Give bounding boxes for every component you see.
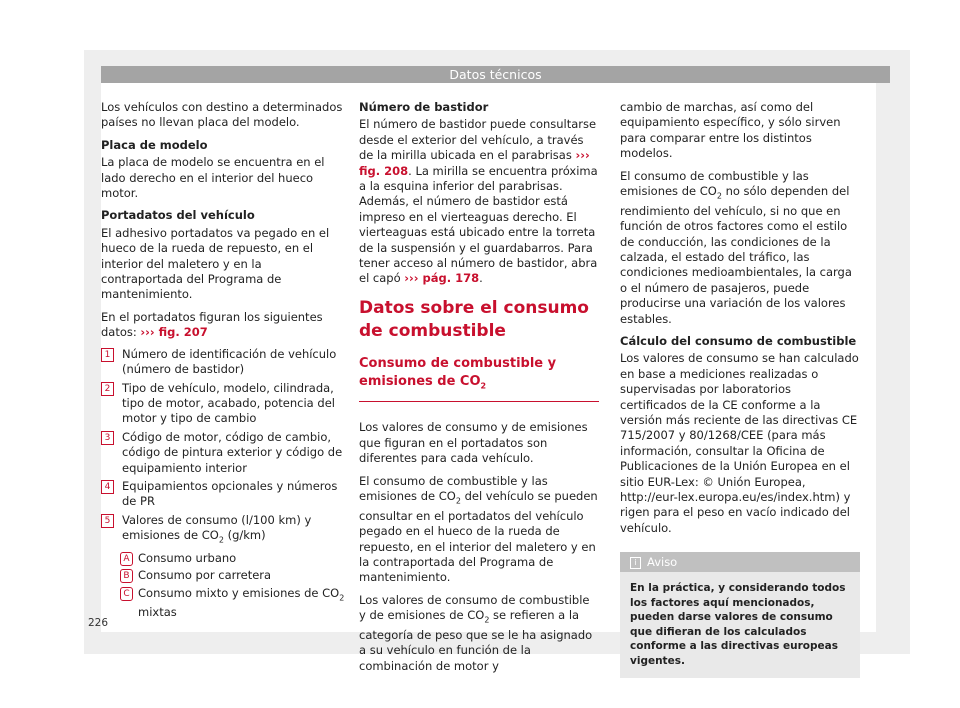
item-number-badge: 2	[101, 382, 114, 396]
consumo-paragraph-1: Los valores de consumo y de emisiones que figuran en el portadatos son diferentes para cada vehículo.	[359, 420, 588, 466]
bastidor-paragraph: El número de bastidor puede consultarse desde el exterior del vehículo, a través de la mirilla ubicada en el parabrisas ››› fig. 208. La mirilla se encuentra próxima a la esquina inferior del parabrisas. Además, el número de bastidor está impreso en el vierteaguas derecho. El vierteaguas está ubicado entre la torreta de la suspensión y el guardabarros. Para tener acceso al número de bastidor, abra el capó ››› pág. 178.	[359, 117, 598, 286]
fig-208-link[interactable]: ››› fig. 208	[359, 148, 590, 178]
sub-item-text: Consumo urbano	[138, 550, 237, 565]
intro-paragraph: Los vehículos con destino a determinados países no llevan placa del modelo.	[101, 100, 343, 130]
list-item-text: Valores de consumo (l/100 km) y emisiones de $CO_2$ (g/km)	[122, 512, 312, 545]
column-2	[359, 100, 599, 681]
sub-list-item	[101, 551, 345, 566]
consumo-paragraph-3: Los valores de consumo de combustible y de emisiones de $CO_2$ se refieren a la categoría de peso que se le ha asignado a su vehículo en función de la combinación de motor y	[359, 592, 593, 673]
info-icon: i	[630, 557, 641, 569]
portadatos-heading: Portadatos del vehículo	[101, 208, 255, 223]
list-item-text: Código de motor, código de cambio, código de pintura exterior y código de equipamiento interior	[122, 429, 343, 475]
page-content	[101, 83, 876, 673]
page-number: 226	[88, 617, 109, 629]
list-item	[101, 479, 345, 510]
placa-paragraph: La placa de modelo se encuentra en el lado derecho en el interior del hueco motor.	[101, 155, 325, 201]
column-3	[620, 100, 860, 678]
aviso-text: En la práctica, y considerando todos los factores aquí mencionados, pueden darse valores de consumo que difieran de los calculados conforme a las directivas europeas vigentes.	[630, 582, 846, 667]
portadatos-paragraph: El adhesivo portadatos va pegado en el hueco de la rueda de repuesto, en el interior del maletero y en la contraportada del Programa de mantenimiento.	[101, 225, 330, 302]
item-number-badge: 3	[101, 431, 114, 445]
aviso-label: Aviso	[647, 555, 678, 570]
subsection-title: Consumo de combustible y emisiones de $CO_2$	[359, 355, 599, 403]
section-title: Datos sobre el consumo de combustible	[359, 297, 589, 341]
item-letter-badge: C	[120, 587, 133, 601]
list-item-text: Número de identificación de vehículo (número de bastidor)	[122, 346, 337, 377]
factors-paragraph: El consumo de combustible y las emisiones de $CO_2$ no sólo dependen del rendimiento del vehículo, si no que en función de otros factores como el estilo de conducción, las condiciones de la calzada, el estado del tráfico, las condiciones medioambientales, la carga o el número de pasajeros, puede producirse una variación de los valores estables.	[620, 168, 852, 326]
list-item	[101, 513, 345, 548]
calculo-heading: Cálculo del consumo de combustible	[620, 333, 857, 348]
item-number-badge: 5	[101, 514, 114, 528]
item-letter-badge: A	[120, 552, 133, 566]
item-number-badge: 1	[101, 348, 114, 362]
item-number-badge: 4	[101, 480, 114, 494]
portadatos-list-intro	[101, 310, 345, 341]
list-intro-text: En el portadatos figuran los siguientes datos:	[101, 309, 323, 340]
consumo-paragraph-2: El consumo de combustible y las emisiones de $CO_2$ del vehículo se pueden consultar en el portadatos del vehículo pegado en el hueco de la rueda de repuesto, en el interior del maletero y en la contraportada del Programa de mantenimiento.	[359, 473, 598, 585]
page-header: Datos técnicos	[101, 66, 890, 83]
list-item-text: Tipo de vehículo, modelo, cilindrada, tipo de motor, acabado, potencia del motor y tipo de cambio	[122, 380, 335, 426]
list-item	[101, 430, 345, 476]
column-1	[101, 100, 345, 623]
list-item	[101, 347, 345, 378]
bastidor-heading: Número de bastidor	[359, 100, 489, 114]
portadatos-list	[101, 347, 345, 621]
list-item-text: Equipamientos opcionales y números de PR	[122, 478, 338, 509]
aviso-box	[620, 552, 860, 678]
list-item	[101, 381, 345, 427]
sub-list-item	[101, 586, 345, 621]
fig-207-link[interactable]: ››› fig. 207	[140, 325, 208, 340]
calculo-paragraph: Los valores de consumo se han calculado en base a mediciones realizadas o supervisadas por laboratorios certificados de la CE conforme a la versión más reciente de las directivas CE 715/2007 y 80/1268/CEE (para más información, consultar la Oficina de Publicaciones de la Unión Europea en el sitio EUR-Lex: © Unión Europea, http://eur-lex.europa.eu/es/index.htm) y rigen para el peso en vacío indicado del vehículo.	[620, 351, 859, 535]
aviso-header	[620, 552, 860, 572]
sub-item-text: Consumo mixto y emisiones de $CO_2$ mixtas	[138, 585, 345, 620]
sub-list-item	[101, 568, 345, 583]
sub-item-text: Consumo por carretera	[138, 568, 272, 583]
page-178-link[interactable]: ››› pág. 178	[404, 271, 480, 286]
placa-heading: Placa de modelo	[101, 137, 208, 152]
item-letter-badge: B	[120, 569, 133, 583]
continued-paragraph: cambio de marchas, así como del equipamiento específico, y sólo sirven para comparar entre los distintos modelos.	[620, 100, 841, 161]
